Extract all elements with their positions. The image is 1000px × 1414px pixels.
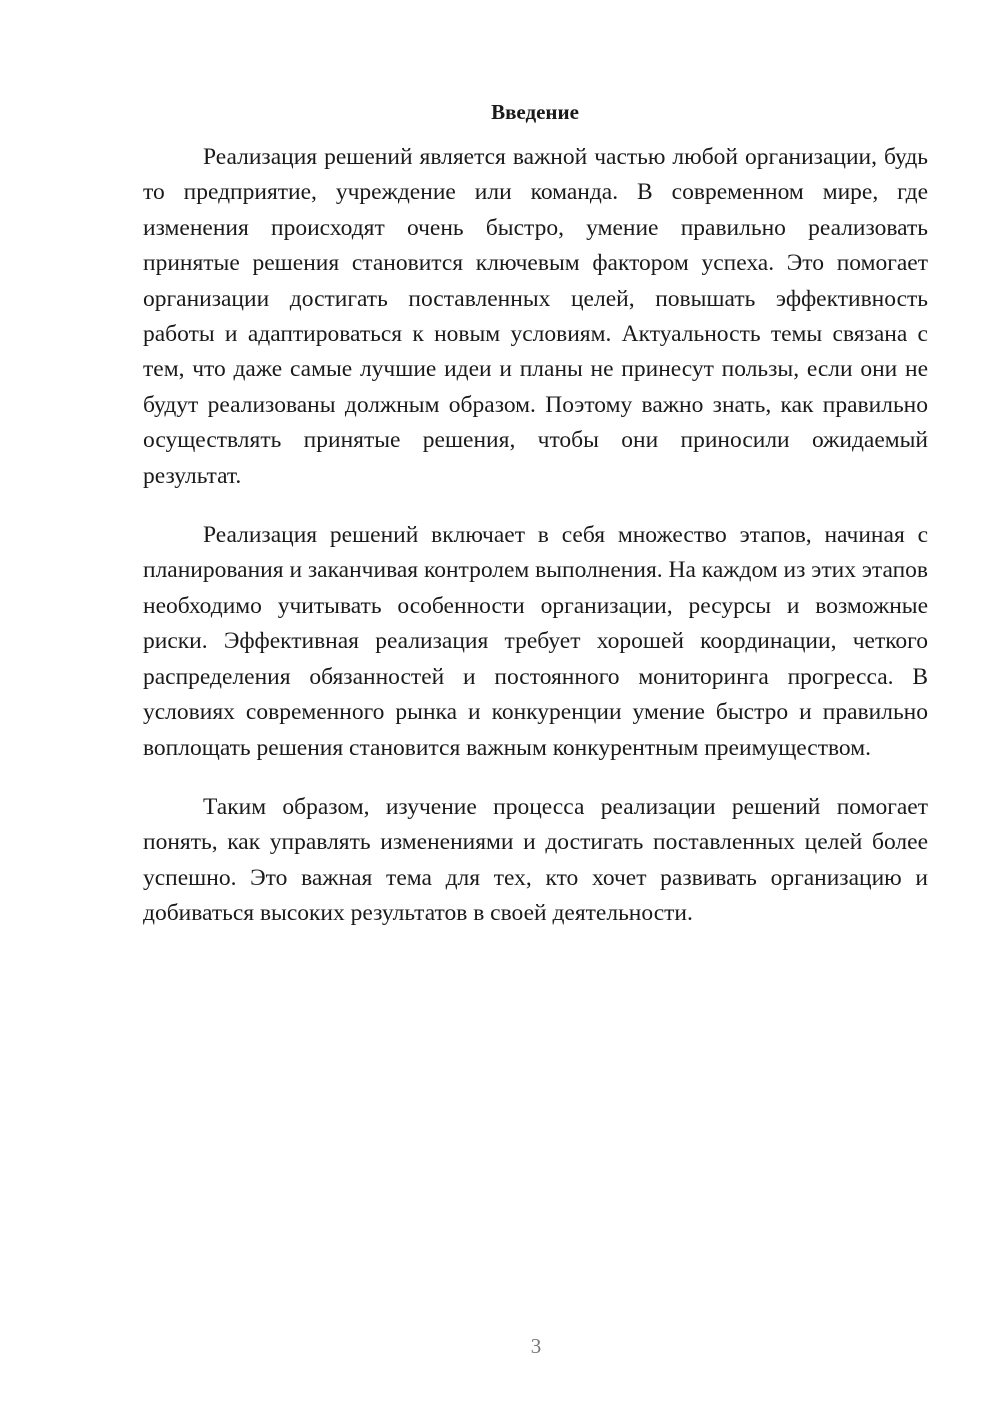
paragraph-3: Таким образом, изучение процесса реализации решений помогает понять, как управлять изменениями и достигать поставленных целей более успешно. Это важная тема для тех, кто хочет развивать организацию и добиваться высоких результатов в своей деятельности. (143, 793, 928, 927)
page-title: Введение (491, 100, 579, 124)
paragraph-2: Реализация решений включает в себя множество этапов, начиная с планирования и заканчивая контролем выполнения. На каждом из этих этапов необходимо учитывать особенности организации, ресурсы и возможные риски. Эффективная реализация требует хорошей координации, четкого распределения обязанностей и постоянного мониторинга прогресса. В условиях современного рынка и конкуренции умение быстро и правильно воплощать решения становится важным конкурентным преимуществом. (143, 522, 929, 761)
body-text (143, 140, 928, 956)
paragraph-1: Реализация решений является важной частью любой организации, будь то предприятие, учреждение или команда. В современном мире, где изменения происходят очень быстро, умение правильно реализовать принятые решения становится ключевым фактором успеха. Это помогает организации достигать поставленных целей, повышать эффективность работы и адаптироваться к новым условиям. Актуальность темы связана с тем, что даже самые лучшие идеи и планы не принесут пользы, если они не будут реализованы должным образом. Поэтому важно знать, как правильно осуществлять принятые решения, чтобы они приносили ожидаемый результат. (143, 144, 928, 489)
page-number: 3 (530, 1334, 542, 1358)
